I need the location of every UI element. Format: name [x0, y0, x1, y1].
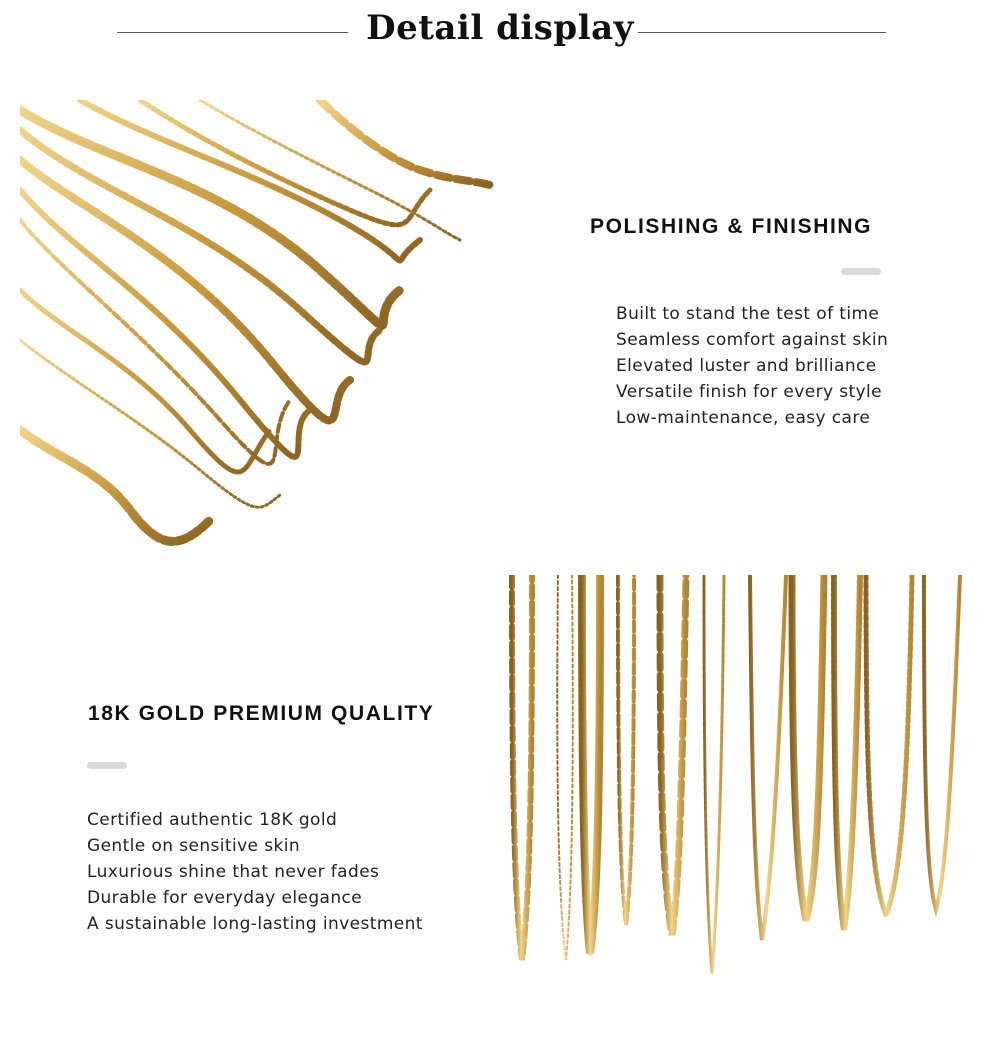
list-item: Elevated luster and brilliance — [616, 356, 877, 376]
list-item: Certified authentic 18K gold — [87, 810, 338, 830]
page-title: Detail display — [366, 8, 634, 48]
title-rule-right — [638, 32, 886, 33]
section-divider — [87, 762, 127, 769]
list-item: A sustainable long-lasting investment — [87, 914, 423, 934]
list-item: Seamless comfort against skin — [616, 330, 889, 350]
list-item: Versatile finish for every style — [616, 382, 883, 402]
section-heading: 18K GOLD PREMIUM QUALITY — [88, 702, 435, 725]
list-item: Built to stand the test of time — [616, 304, 880, 324]
list-item: Gentle on sensitive skin — [87, 836, 301, 856]
list-item: Durable for everyday elegance — [87, 888, 363, 908]
section-heading: POLISHING & FINISHING — [590, 215, 873, 238]
feature-list — [87, 807, 423, 937]
gold-chains-fanned-photo — [20, 100, 500, 550]
page-header — [0, 0, 1000, 70]
list-item: Low-maintenance, easy care — [616, 408, 871, 428]
section-divider — [841, 268, 881, 275]
feature-list — [616, 301, 888, 431]
list-item: Luxurious shine that never fades — [87, 862, 380, 882]
gold-chains-hanging-photo — [500, 575, 970, 1030]
